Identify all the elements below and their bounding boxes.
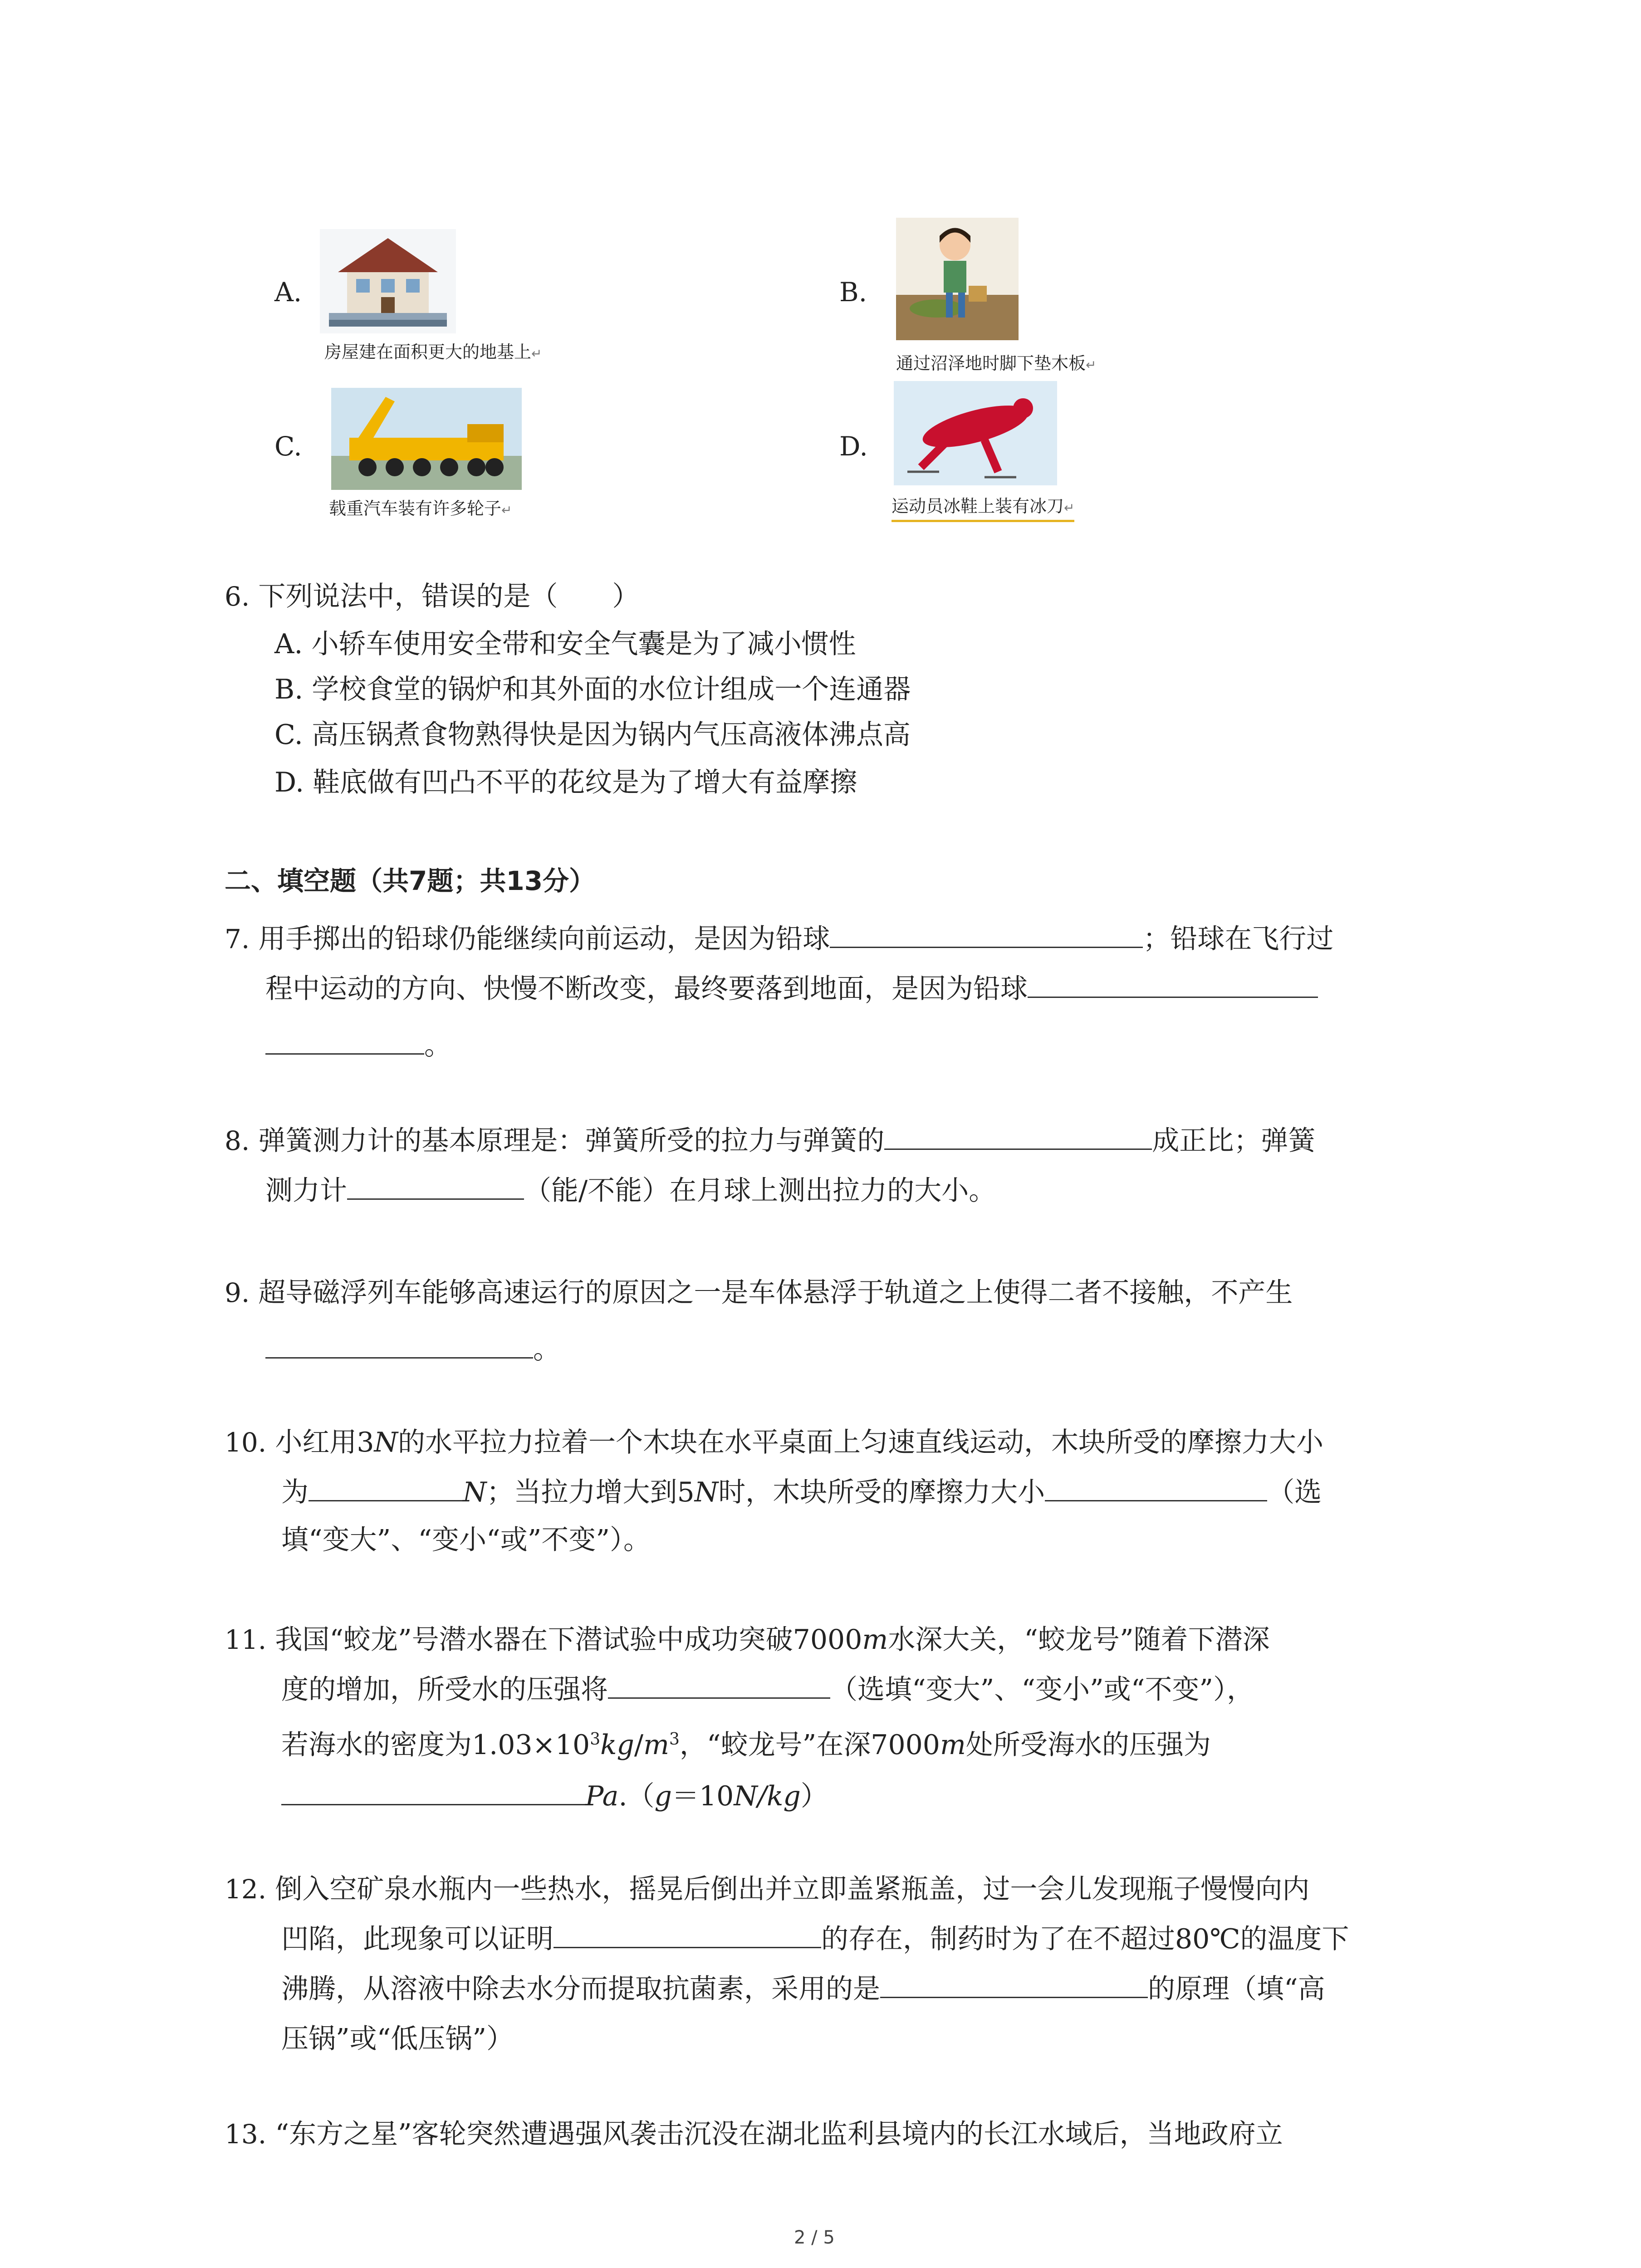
- question-6-option-b: B. 学校食堂的锅炉和其外面的水位计组成一个连通器: [274, 674, 911, 705]
- question-12-line-4: 压锅”或“低压锅”）: [281, 2023, 514, 2055]
- answer-blank[interactable]: [830, 919, 1143, 948]
- question-6-option-a: A. 小轿车使用安全带和安全气囊是为了减小惯性: [274, 628, 856, 660]
- question-11-line-2: 度的增加，所受水的压强将 （选填“变大”、“变小”或“不变”），: [281, 1665, 1254, 1715]
- option-b-letter: B.: [839, 277, 867, 308]
- question-12-line-3: 沸腾，从溶液中除去水分而提取抗菌素，采用的是 的原理（填“高: [281, 1964, 1325, 2014]
- page-number: 2 / 5: [794, 2227, 835, 2248]
- answer-blank[interactable]: [608, 1669, 830, 1699]
- question-9-line-1: 9. 超导磁浮列车能够高速运行的原因之一是车体悬浮于轨道之上使得二者不接触，不产生: [225, 1277, 1293, 1309]
- option-c-letter: C.: [274, 431, 302, 462]
- question-12-line-1: 12. 倒入空矿泉水瓶内一些热水，摇晃后倒出并立即盖紧瓶盖，过一会儿发现瓶子慢慢向内: [225, 1873, 1310, 1905]
- answer-blank[interactable]: [265, 1329, 533, 1359]
- answer-blank[interactable]: [554, 1919, 821, 1948]
- answer-blank[interactable]: [265, 1025, 424, 1055]
- question-6-option-d: D. 鞋底做有凹凸不平的花纹是为了增大有益摩擦: [274, 767, 857, 798]
- option-b-caption: 通过沼泽地时脚下垫木板↵: [896, 353, 1097, 373]
- option-a-caption: 房屋建在面积更大的地基上↵: [324, 342, 542, 362]
- question-9-line-2: 。: [265, 1325, 560, 1374]
- question-6-stem: 6. 下列说法中，错误的是（ ）: [225, 581, 640, 612]
- crane-truck-icon: [331, 388, 522, 490]
- section-heading: 二、填空题（共7题；共13分）: [225, 865, 596, 896]
- question-6-option-c: C. 高压锅煮食物熟得快是因为锅内气压高液体沸点高: [274, 719, 911, 751]
- answer-blank[interactable]: [1045, 1472, 1267, 1501]
- answer-blank[interactable]: [281, 1776, 585, 1805]
- house-icon: [320, 229, 456, 333]
- answer-blank[interactable]: [347, 1170, 524, 1200]
- answer-blank[interactable]: [880, 1969, 1148, 1998]
- answer-blank[interactable]: [1028, 968, 1318, 998]
- girl-walking-icon: [896, 218, 1019, 340]
- option-a-letter: A.: [274, 277, 302, 308]
- question-10-line-3: 填“变大”、“变小“或”不变”）。: [281, 1524, 651, 1556]
- question-7-line-1: 7. 用手掷出的铅球仍能继续向前运动，是因为铅球 ；铅球在飞行过: [225, 914, 1333, 964]
- question-8-line-2: 测力计 （能/不能）在月球上测出拉力的大小。: [265, 1166, 996, 1216]
- question-10-line-2: 为 N；当拉力增大到5N时，木块所受的摩擦力大小 （选: [281, 1467, 1322, 1517]
- question-8-line-1: 8. 弹簧测力计的基本原理是：弹簧所受的拉力与弹簧的 成正比；弹簧: [225, 1116, 1315, 1166]
- option-d-letter: D.: [839, 431, 868, 462]
- speed-skater-icon: [894, 381, 1057, 485]
- question-7-line-3: 。: [265, 1021, 451, 1070]
- question-13-line-1: 13. “东方之星”客轮突然遭遇强风袭击沉没在湖北监利县境内的长江水域后，当地政府立: [225, 2118, 1283, 2150]
- question-12-line-2: 凹陷，此现象可以证明 的存在，制药时为了在不超过80℃的温度下: [281, 1914, 1349, 1964]
- answer-blank[interactable]: [309, 1472, 463, 1501]
- option-d-caption: 运动员冰鞋上装有冰刀↵: [892, 492, 1074, 522]
- question-10-line-1: 10. 小红用3N的水平拉力拉着一个木块在水平桌面上匀速直线运动，木块所受的摩擦力大小: [225, 1427, 1324, 1458]
- question-11-line-4: Pa.（g＝10N/kg）: [281, 1771, 828, 1821]
- question-7-line-2: 程中运动的方向、快慢不断改变，最终要落到地面，是因为铅球: [265, 964, 1318, 1014]
- option-c-caption: 载重汽车装有许多轮子↵: [329, 499, 512, 518]
- question-11-line-3: 若海水的密度为$1.03\times 10^3kg/m^3$，“蛟龙号”在深7000m处所受海水的压强为: [281, 1729, 1211, 1761]
- answer-blank[interactable]: [884, 1120, 1152, 1150]
- question-11-line-1: 11. 我国“蛟龙”号潜水器在下潜试验中成功突破7000m水深大关，“蛟龙号”随着下潜深: [225, 1624, 1270, 1656]
